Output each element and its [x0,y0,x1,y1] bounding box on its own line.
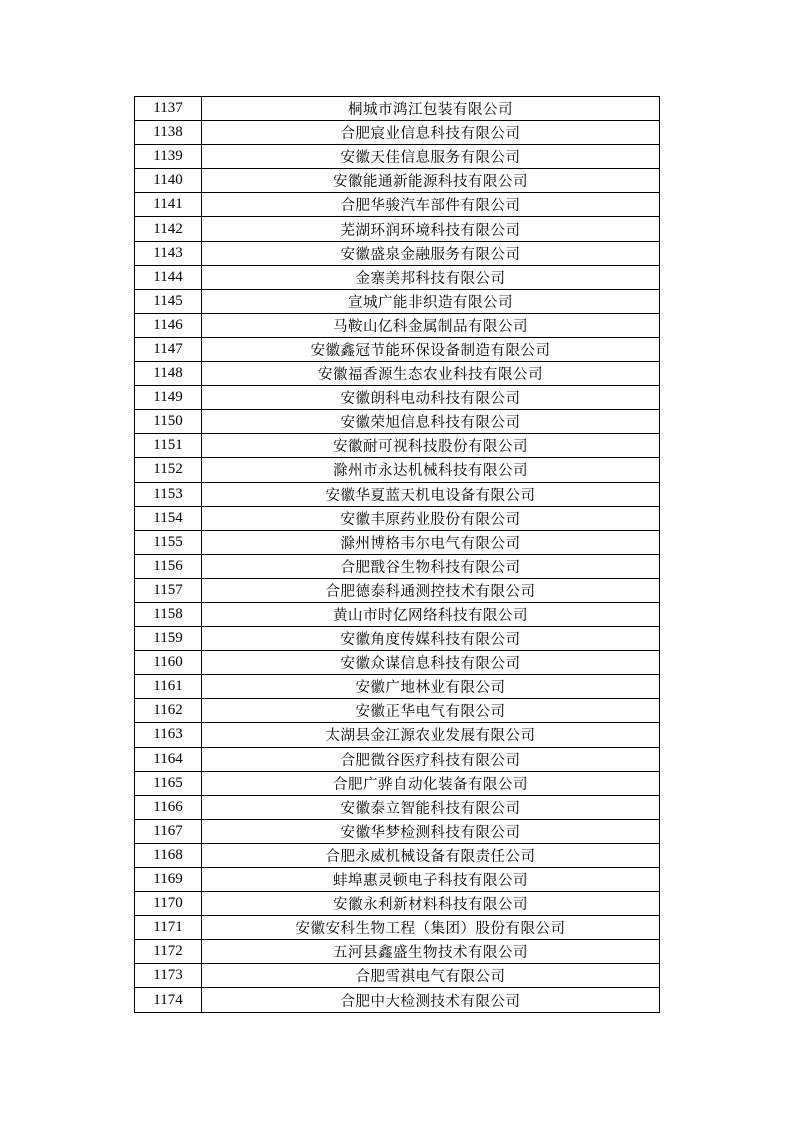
row-number-cell: 1172 [135,940,202,964]
table-row [135,868,660,892]
company-name-cell: 马鞍山亿科金属制品有限公司 [202,313,660,337]
table-row [135,217,660,241]
table-row [135,554,660,578]
company-name-cell: 合肥广骅自动化装备有限公司 [202,771,660,795]
row-number-cell: 1170 [135,892,202,916]
table-row [135,434,660,458]
table-row [135,627,660,651]
row-number-cell: 1161 [135,675,202,699]
table-row [135,193,660,217]
table-row [135,458,660,482]
table-row [135,651,660,675]
row-number-cell: 1142 [135,217,202,241]
row-number-cell: 1174 [135,988,202,1012]
table-row [135,988,660,1012]
row-number-cell: 1141 [135,193,202,217]
company-name-cell: 安徽众谋信息科技有限公司 [202,651,660,675]
company-list-table [134,96,660,1013]
company-name-cell: 安徽华梦检测科技有限公司 [202,819,660,843]
row-number-cell: 1160 [135,651,202,675]
table-row [135,602,660,626]
row-number-cell: 1144 [135,265,202,289]
company-name-cell: 安徽安科生物工程（集团）股份有限公司 [202,916,660,940]
table-row [135,843,660,867]
company-name-cell: 安徽天佳信息服务有限公司 [202,145,660,169]
row-number-cell: 1148 [135,362,202,386]
table-row [135,530,660,554]
company-name-cell: 安徽丰原药业股份有限公司 [202,506,660,530]
table-row [135,916,660,940]
table-row [135,145,660,169]
row-number-cell: 1153 [135,482,202,506]
company-name-cell: 桐城市鸿江包装有限公司 [202,97,660,121]
company-name-cell: 安徽耐可视科技股份有限公司 [202,434,660,458]
company-name-cell: 滁州市永达机械科技有限公司 [202,458,660,482]
row-number-cell: 1137 [135,97,202,121]
company-name-cell: 安徽福香源生态农业科技有限公司 [202,362,660,386]
row-number-cell: 1163 [135,723,202,747]
company-name-cell: 合肥德泰科通测控技术有限公司 [202,578,660,602]
company-name-cell: 安徽角度传媒科技有限公司 [202,627,660,651]
row-number-cell: 1155 [135,530,202,554]
company-name-cell: 安徽能通新能源科技有限公司 [202,169,660,193]
company-name-cell: 合肥宸业信息科技有限公司 [202,121,660,145]
table-row [135,482,660,506]
company-name-cell: 安徽泰立智能科技有限公司 [202,795,660,819]
table-row [135,362,660,386]
row-number-cell: 1140 [135,169,202,193]
company-name-cell: 太湖县金江源农业发展有限公司 [202,723,660,747]
company-name-cell: 合肥雪祺电气有限公司 [202,964,660,988]
row-number-cell: 1146 [135,313,202,337]
table-row [135,747,660,771]
row-number-cell: 1156 [135,554,202,578]
company-name-cell: 五河县鑫盛生物技术有限公司 [202,940,660,964]
row-number-cell: 1147 [135,337,202,361]
table-row [135,795,660,819]
row-number-cell: 1159 [135,627,202,651]
table-row [135,892,660,916]
row-number-cell: 1173 [135,964,202,988]
row-number-cell: 1165 [135,771,202,795]
table-row [135,241,660,265]
table-row [135,578,660,602]
table-row [135,169,660,193]
row-number-cell: 1169 [135,868,202,892]
row-number-cell: 1150 [135,410,202,434]
company-name-cell: 合肥戬谷生物科技有限公司 [202,554,660,578]
row-number-cell: 1139 [135,145,202,169]
table-row [135,699,660,723]
table-row [135,289,660,313]
company-list-body [135,97,660,1013]
company-name-cell: 安徽正华电气有限公司 [202,699,660,723]
row-number-cell: 1157 [135,578,202,602]
company-name-cell: 合肥华骏汽车部件有限公司 [202,193,660,217]
row-number-cell: 1149 [135,386,202,410]
row-number-cell: 1138 [135,121,202,145]
table-row [135,506,660,530]
company-name-cell: 安徽盛泉金融服务有限公司 [202,241,660,265]
row-number-cell: 1167 [135,819,202,843]
company-name-cell: 合肥永威机械设备有限责任公司 [202,843,660,867]
company-name-cell: 安徽朗科电动科技有限公司 [202,386,660,410]
company-name-cell: 金寨美邦科技有限公司 [202,265,660,289]
table-row [135,964,660,988]
company-name-cell: 安徽广地林业有限公司 [202,675,660,699]
row-number-cell: 1152 [135,458,202,482]
row-number-cell: 1162 [135,699,202,723]
row-number-cell: 1166 [135,795,202,819]
row-number-cell: 1158 [135,602,202,626]
company-name-cell: 安徽鑫冠节能环保设备制造有限公司 [202,337,660,361]
row-number-cell: 1145 [135,289,202,313]
company-name-cell: 安徽华夏蓝天机电设备有限公司 [202,482,660,506]
table-row [135,313,660,337]
row-number-cell: 1168 [135,843,202,867]
company-name-cell: 蚌埠惠灵顿电子科技有限公司 [202,868,660,892]
company-name-cell: 安徽荣旭信息科技有限公司 [202,410,660,434]
table-row [135,265,660,289]
company-name-cell: 合肥中大检测技术有限公司 [202,988,660,1012]
company-name-cell: 安徽永利新材料科技有限公司 [202,892,660,916]
table-row [135,771,660,795]
table-row [135,386,660,410]
row-number-cell: 1143 [135,241,202,265]
table-row [135,819,660,843]
company-name-cell: 黄山市时亿网络科技有限公司 [202,602,660,626]
row-number-cell: 1164 [135,747,202,771]
table-row [135,723,660,747]
table-row [135,940,660,964]
table-row [135,337,660,361]
row-number-cell: 1154 [135,506,202,530]
row-number-cell: 1171 [135,916,202,940]
company-name-cell: 滁州博格韦尔电气有限公司 [202,530,660,554]
table-row [135,675,660,699]
company-name-cell: 芜湖环润环境科技有限公司 [202,217,660,241]
table-row [135,97,660,121]
company-name-cell: 合肥微谷医疗科技有限公司 [202,747,660,771]
row-number-cell: 1151 [135,434,202,458]
table-row [135,410,660,434]
table-row [135,121,660,145]
company-name-cell: 宣城广能非织造有限公司 [202,289,660,313]
